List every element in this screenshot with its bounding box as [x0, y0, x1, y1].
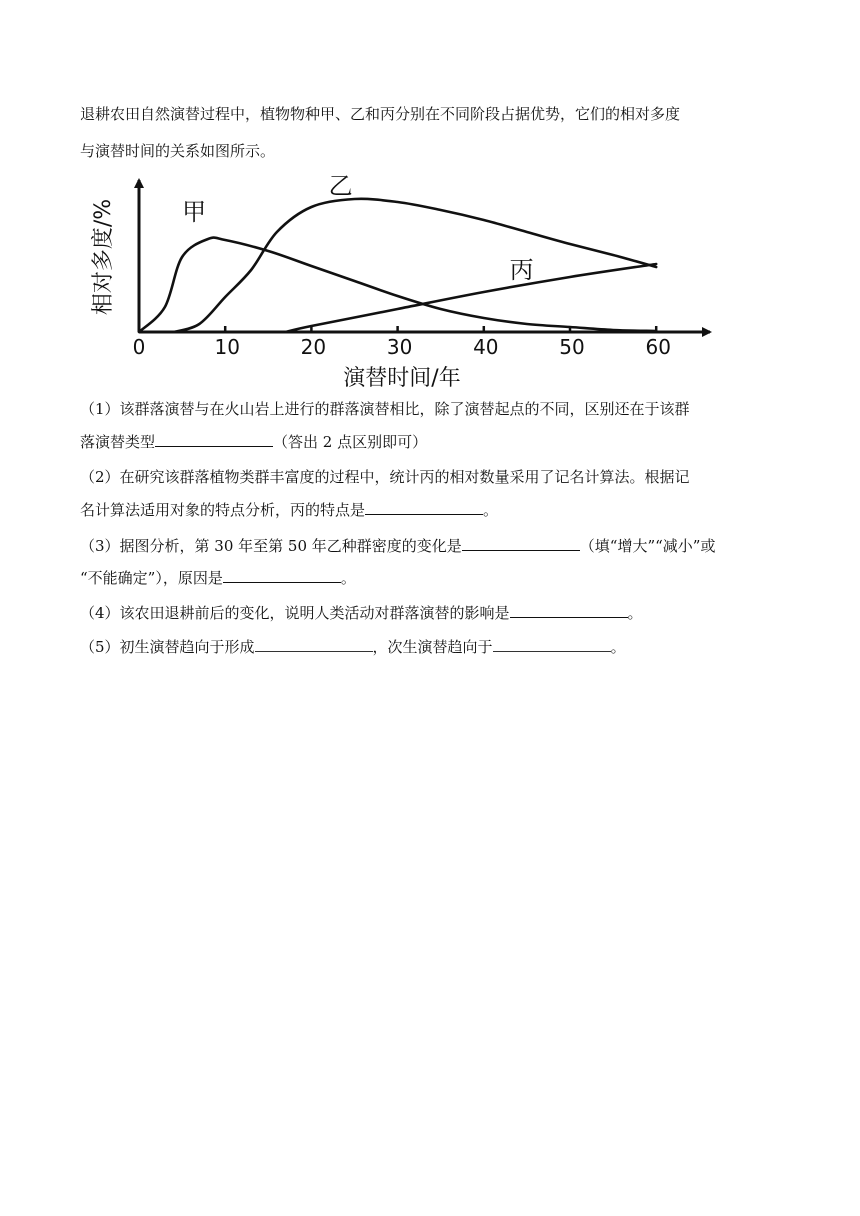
- x-tick-label: 50: [559, 335, 585, 359]
- series-labels: [182, 172, 534, 284]
- question-4-suffix: 。: [627, 604, 643, 622]
- question-3-line2-prefix: “不能确定”），原因是: [80, 569, 223, 587]
- answer-blank-3b[interactable]: [223, 567, 341, 583]
- intro-line-1: 退耕农田自然演替过程中，植物物种甲、乙和丙分别在不同阶段占据优势，它们的相对多度: [80, 105, 681, 123]
- question-2-line-1: （2）在研究该群落植物类群丰富度的过程中，统计丙的相对数量采用了记名计算法。根据记: [80, 468, 690, 486]
- answer-blank-5a[interactable]: [255, 636, 373, 652]
- question-5-prefix: （5）初生演替趋向于形成: [80, 638, 255, 656]
- question-3-hint: （填“增大”“减小”或: [579, 537, 716, 555]
- question-2-suffix: 。: [483, 501, 499, 519]
- question-1-prefix: 落演替类型: [80, 433, 156, 451]
- series-label-2: 乙: [328, 172, 353, 200]
- series-lines: [139, 199, 656, 332]
- answer-blank-1[interactable]: [155, 431, 273, 447]
- x-tick-label: 0: [132, 335, 146, 359]
- question-5-middle: ，次生演替趋向于: [372, 638, 493, 656]
- series-label-1: 甲: [182, 198, 207, 226]
- question-3-suffix: 。: [340, 569, 356, 587]
- x-tick-label: 30: [386, 335, 413, 359]
- question-5-suffix: 。: [610, 638, 626, 656]
- intro-line-2: 与演替时间的关系如图所示。: [80, 142, 276, 160]
- answer-blank-3a[interactable]: [462, 535, 580, 551]
- question-1-line-1: （1）该群落演替与在火山岩上进行的群落演替相比，除了演替起点的不同，区别还在于该群: [80, 400, 690, 418]
- question-3-line-2: [80, 567, 356, 589]
- y-axis-label: 相对多度/%: [91, 198, 116, 316]
- answer-blank-2[interactable]: [365, 499, 483, 515]
- question-4: [80, 602, 643, 624]
- question-4-prefix: （4）该农田退耕前后的变化，说明人类活动对群落演替的影响是: [80, 604, 510, 622]
- series-line-1: [139, 238, 656, 332]
- x-tick-label: 20: [300, 335, 327, 359]
- question-3-line-1: [80, 535, 715, 557]
- x-tick-label: 60: [645, 335, 671, 359]
- x-axis-label: 演替时间/年: [343, 366, 461, 391]
- series-line-3: [286, 264, 657, 332]
- question-2-line-2: [80, 499, 498, 521]
- question-1-suffix: （答出 2 点区别即可）: [273, 433, 428, 451]
- answer-blank-5b[interactable]: [493, 636, 611, 652]
- x-tick-labels: [133, 335, 671, 359]
- x-tick-label: 40: [473, 335, 499, 359]
- question-2-prefix: 名计算法适用对象的特点分析，丙的特点是: [80, 501, 366, 519]
- series-label-3: 丙: [509, 256, 534, 284]
- question-1-line-2: [80, 431, 427, 453]
- question-5: [80, 636, 626, 658]
- x-tick-label: 10: [214, 335, 240, 359]
- series-line-2: [174, 199, 657, 332]
- question-3-prefix: （3）据图分析，第 30 年至第 50 年乙种群密度的变化是: [80, 537, 462, 555]
- succession-chart: [82, 172, 722, 392]
- answer-blank-4[interactable]: [510, 602, 628, 618]
- chart-svg: [82, 172, 722, 392]
